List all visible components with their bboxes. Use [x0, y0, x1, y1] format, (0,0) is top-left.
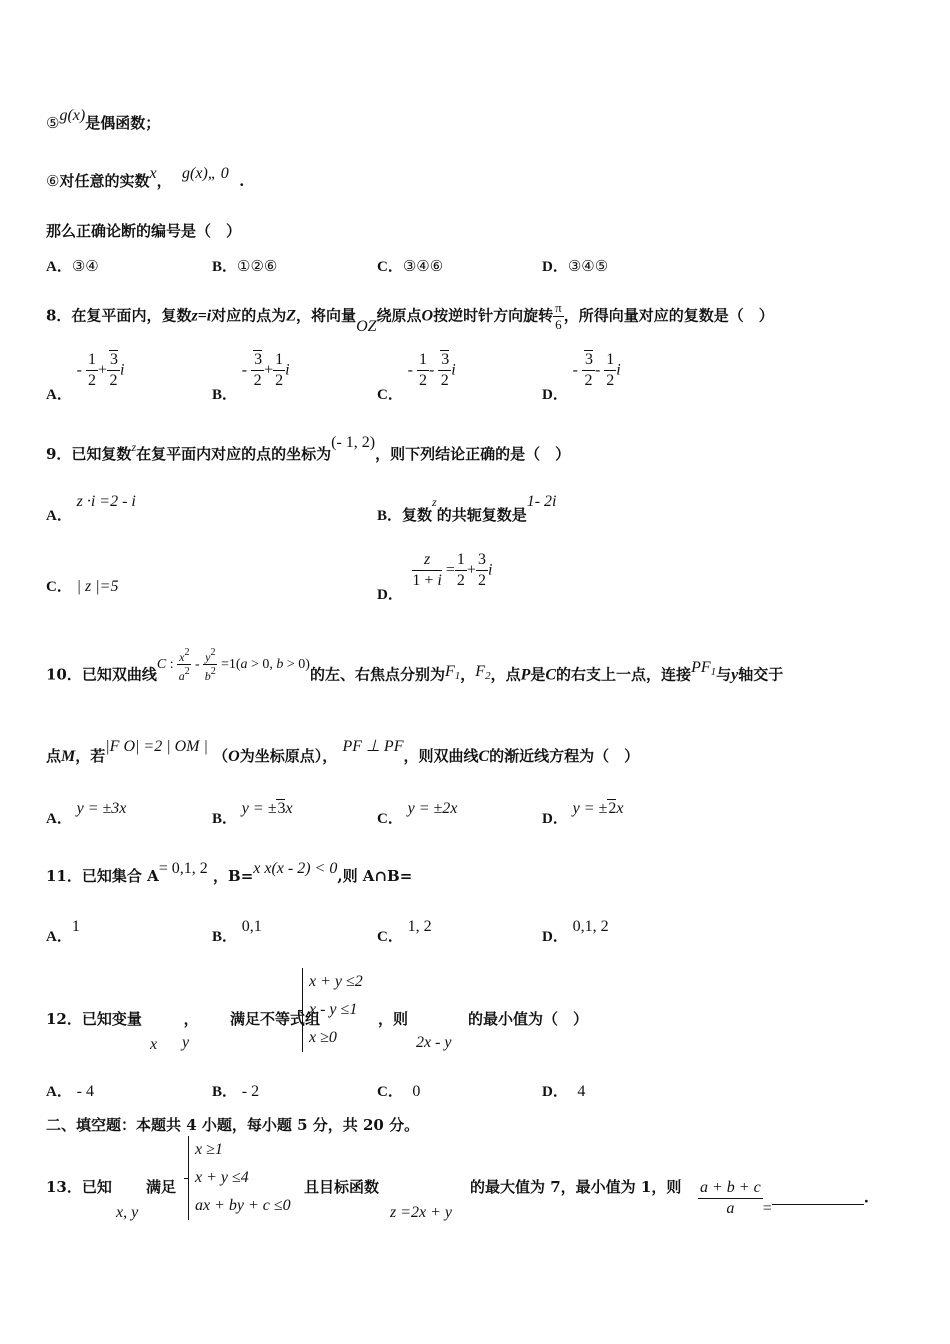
q10-line2: [46, 738, 640, 766]
math-xy: x, y: [116, 1204, 139, 1221]
math-gx-leq-0: g(x)„ 0: [182, 165, 229, 182]
math-F1: $F_1$: [444, 662, 461, 682]
option-label: D．: [377, 586, 403, 603]
math-x: x: [149, 165, 157, 182]
frac-den: a: [726, 1200, 735, 1217]
option-label: B．: [377, 508, 403, 524]
text: 且目标函数: [304, 1178, 380, 1196]
math-O: O: [421, 307, 434, 325]
option-label: B．: [212, 1084, 238, 1100]
q11-option-b[interactable]: [212, 915, 262, 945]
inequality: x + y ≤4: [195, 1169, 249, 1186]
text: ，将向量: [296, 306, 357, 325]
text: 的最小值为（ ）: [468, 1010, 589, 1028]
option-label: A．: [46, 386, 72, 403]
math-expression: - 4: [76, 1083, 94, 1100]
q12-option-d[interactable]: [542, 1080, 585, 1101]
math-target: 2x - y: [416, 1034, 452, 1051]
text: ，则下列结论正确的是（ ）: [375, 445, 571, 463]
text: 对应的点为: [211, 306, 287, 325]
text: 8．在复平面内，复数: [46, 306, 192, 325]
math-x: x: [150, 1036, 158, 1053]
section-heading: 二、填空题：本题共 4 小题，每小题 5 分，共 20 分。: [46, 1116, 420, 1134]
text: 是: [530, 665, 546, 684]
answer-blank[interactable]: [772, 1190, 864, 1205]
math-z: z: [131, 440, 137, 454]
q13-text: 13．已知: [46, 1178, 112, 1196]
text: ，B=: [213, 867, 254, 885]
math-expression: 1: [71, 918, 80, 935]
option-label: D．: [542, 1084, 568, 1100]
option-label: C．: [377, 811, 403, 827]
statement-text: 是偶函数；: [85, 114, 161, 132]
q9-option-d[interactable]: D． $\frac{z}{1 + i}$ = $\frac{1}{2}$ + $\frac{3}{2}$ i: [377, 551, 493, 603]
text: ,则 A∩B=: [337, 867, 413, 885]
statement-number: ⑤: [46, 114, 60, 132]
option-label: C．: [377, 929, 403, 945]
q12-prompt: [46, 1008, 320, 1029]
statement-6: [46, 165, 245, 191]
option-label: A．: [46, 811, 72, 827]
q10-option-d[interactable]: [542, 797, 624, 827]
frac-num: a + b + c: [698, 1178, 763, 1199]
q9-prompt: [46, 434, 571, 464]
inequality: ax + by + c ≤0: [195, 1197, 291, 1214]
q7-option-c[interactable]: [377, 255, 443, 276]
option-value: ③④⑥: [402, 257, 444, 275]
q9-option-c[interactable]: [46, 575, 118, 596]
text: 为坐标原点），: [239, 747, 338, 765]
math-C: C: [478, 748, 490, 765]
q7-option-b[interactable]: [212, 255, 277, 276]
option-label: A．: [46, 1084, 72, 1100]
equals: =: [762, 1199, 772, 1217]
math-expression: 0,1, 2: [572, 918, 609, 935]
option-label: C．: [377, 386, 403, 403]
text: 绕原点: [376, 306, 422, 325]
inequality: x ≥1: [195, 1141, 223, 1158]
q8-option-a[interactable]: A． - $\frac{1}{2}$ + $\frac{3}{2}$ i: [46, 351, 125, 403]
option-label: B．: [212, 259, 238, 275]
q8-option-d[interactable]: D． - $\frac{3}{2}$ - $\frac{1}{2}$ i: [542, 351, 621, 403]
option-label: C．: [46, 579, 72, 595]
math-O: O: [228, 748, 240, 765]
q9-option-a[interactable]: [46, 490, 136, 524]
q7-option-d[interactable]: [542, 255, 608, 276]
text: ，则: [378, 1010, 409, 1028]
text: ，所得向量对应的复数是（ ）: [563, 306, 774, 325]
math-condition: |F O| =2 | OM |: [105, 738, 208, 755]
text: 复数: [402, 506, 433, 524]
option-value: ①②⑥: [237, 257, 278, 275]
option-label: D．: [542, 929, 568, 945]
vector-oz: OZ: [356, 317, 377, 335]
text: 与: [716, 665, 732, 684]
q13-inequality-system: [188, 1136, 291, 1220]
text: 点: [46, 747, 62, 765]
hyperbola-equation: C : $\frac{x^2}{a^2}$ - $\frac{y^2}{b^2}$ =1(a > 0, b > 0): [156, 647, 310, 683]
math-expression: | z |=5: [76, 578, 119, 595]
text: ，若: [75, 747, 106, 765]
text: A: [147, 867, 159, 885]
math-expression: y = ±3x: [241, 800, 293, 817]
option-label: D．: [542, 811, 568, 827]
math-target: z =2x + y: [390, 1204, 453, 1221]
q13-answer: [698, 1178, 869, 1219]
text: 轴交于: [738, 665, 784, 684]
q12-option-c[interactable]: [377, 1080, 420, 1101]
q7-prompt: 那么正确论断的编号是（ ）: [46, 222, 242, 240]
math-P: P: [520, 666, 531, 684]
text: 的共轭复数是: [436, 506, 527, 524]
q12-option-b[interactable]: [212, 1080, 259, 1101]
q11-option-d[interactable]: [542, 915, 609, 945]
q12-inequality-system: [302, 968, 363, 1052]
math-expression: 1- 2i: [526, 493, 557, 510]
q8-prompt: [46, 300, 774, 333]
math-gx: g(x): [59, 107, 86, 124]
option-label: D．: [542, 259, 568, 275]
q9-option-b[interactable]: [377, 490, 557, 524]
q11-option-a[interactable]: [46, 915, 80, 945]
text: 在复平面内对应的点的坐标为: [136, 445, 332, 463]
option-label: A．: [46, 929, 72, 945]
math-expression: z ·i =2 - i: [76, 493, 136, 510]
math-expression: 4: [577, 1083, 586, 1100]
inequality: x + y ≤2: [309, 973, 363, 990]
q8-option-c[interactable]: C． - $\frac{1}{2}$ - $\frac{3}{2}$ i: [377, 351, 456, 403]
text: 的左、右焦点分别为: [309, 665, 445, 684]
inequality: x ≥0: [309, 1029, 337, 1046]
text: 12．已知变量: [46, 1010, 142, 1028]
option-label: B．: [212, 811, 238, 827]
math-y: y: [182, 1034, 190, 1051]
math-expression: 0: [412, 1083, 421, 1100]
frac-num: π: [555, 300, 562, 315]
inequality: x - y ≤1: [309, 1001, 358, 1018]
math-expression: y = ±2x: [407, 800, 458, 817]
math-expression: y = ±2x: [572, 800, 624, 817]
q11-prompt: [46, 860, 413, 886]
math-PF1: $PF_1$: [691, 658, 717, 678]
text: 满足不等式组: [230, 1010, 321, 1028]
text: 满足: [146, 1178, 177, 1196]
text: （: [213, 747, 229, 765]
set-a: = 0,1, 2: [158, 860, 208, 877]
math-C: C: [545, 666, 557, 684]
math-M: M: [61, 748, 76, 765]
text: 的右支上一点，连接: [556, 665, 692, 684]
text: 9．已知复数: [46, 445, 132, 463]
period: .: [239, 172, 245, 190]
option-label: C．: [377, 259, 403, 275]
option-value: ③④: [71, 257, 99, 275]
q7-option-a[interactable]: [46, 255, 99, 276]
math-z: z: [432, 495, 437, 509]
frac-den: 6: [555, 317, 562, 332]
comma: ，: [156, 172, 172, 190]
option-label: A．: [46, 259, 72, 275]
option-label: D．: [542, 386, 568, 403]
text: ，点: [490, 665, 521, 684]
statement-number: ⑥: [46, 172, 60, 190]
set-b: x x(x - 2) < 0: [253, 860, 338, 877]
period: .: [863, 1188, 869, 1207]
math-point: (- 1, 2): [331, 434, 376, 451]
math-F2: $F_2$: [475, 662, 491, 682]
option-label: C．: [377, 1084, 403, 1100]
text: ，: [183, 1010, 199, 1028]
option-label: A．: [46, 508, 72, 524]
q10-option-a[interactable]: [46, 797, 127, 827]
math-z-eq-i: z=i: [191, 307, 212, 325]
text: 11．已知集合: [46, 867, 142, 885]
option-label: B．: [212, 386, 238, 403]
q10-option-c[interactable]: [377, 797, 458, 827]
math-expression: 0,1: [241, 918, 262, 935]
math-y: y: [731, 666, 739, 684]
text: 的最大值为 7，最小值为 1，则: [470, 1178, 682, 1196]
text: 的渐近线方程为（ ）: [489, 747, 640, 765]
text: ，则双曲线: [403, 747, 479, 765]
answer-fraction: [698, 1178, 763, 1219]
math-perpendicular: PF ⊥ PF: [342, 738, 404, 755]
angle-fraction: [553, 300, 564, 333]
math-Z: Z: [286, 307, 297, 325]
text: 10．已知双曲线: [46, 665, 157, 684]
statement-5: [46, 107, 161, 133]
math-expression: - 2: [241, 1083, 260, 1100]
q10-line1: [46, 647, 784, 695]
text: 按逆时针方向旋转: [433, 306, 554, 325]
q8-option-b[interactable]: B． - $\frac{3}{2}$ + $\frac{1}{2}$ i: [212, 351, 290, 403]
q12-option-a[interactable]: [46, 1080, 94, 1101]
math-expression: y = ±3x: [76, 800, 127, 817]
q10-option-b[interactable]: [212, 797, 293, 827]
option-label: B．: [212, 929, 238, 945]
math-expression: 1, 2: [407, 918, 432, 935]
option-value: ③④⑤: [567, 257, 609, 275]
q11-option-c[interactable]: [377, 915, 432, 945]
comma: ，: [460, 665, 476, 684]
statement-text: 对任意的实数: [59, 172, 150, 190]
